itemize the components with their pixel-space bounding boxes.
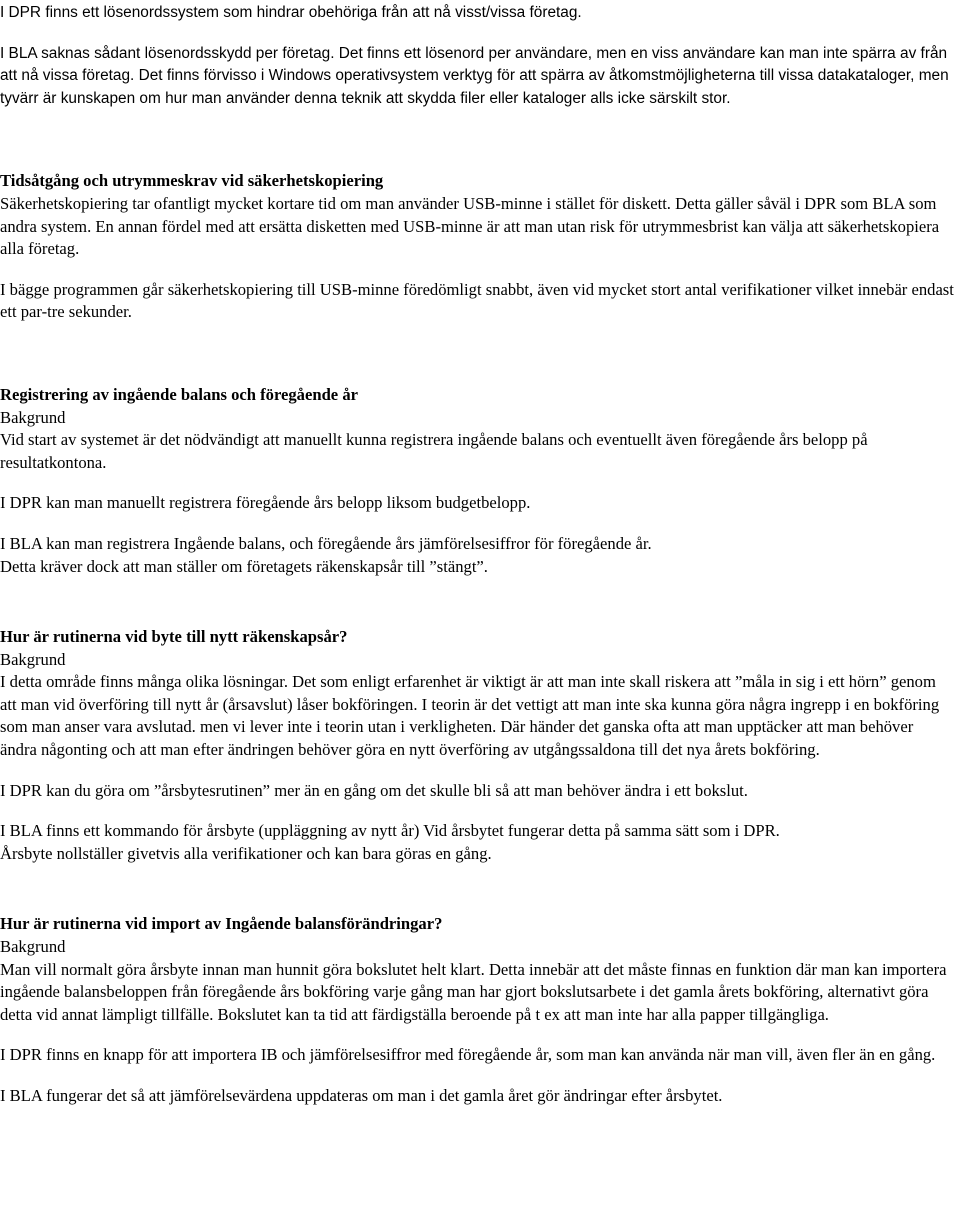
import-paragraph-1: Man vill normalt göra årsbyte innan man hunnit göra bokslutet helt klart. Detta innebär att det måste finnas en funktion där man kan importera ingående balansbeloppen från föregående års bokföring varje gång man har gjort bokslutsarbete i det gamla årets bokföring, alternativt göra detta vid annat lämpligt tillfälle. Bokslutet kan ta tid att färdigställa beroende på t ex att man inte har alla papper tillgängliga. [0,959,947,1024]
section-subheading-bakgrund: Bakgrund [0,407,66,427]
year-end-paragraph-2: I DPR kan du göra om ”årsbytesrutinen” mer än en gång om det skulle bli så att man behöver ändra i ett bokslut. [0,780,748,800]
backup-paragraph-2: I bägge programmen går säkerhetskopiering till USB-minne föredömligt snabbt, även vid mycket stort antal verifikationer vilket innebär endast ett par-tre sekunder. [0,279,954,322]
intro-paragraph-bla [0,43,954,111]
spacer [0,865,954,913]
spacer [0,1067,954,1085]
spacer [0,110,954,170]
spacer [0,515,954,533]
intro-paragraph-dpr: I DPR finns ett lösenordssystem som hindrar obehöriga från att nå visst/vissa företag. [0,4,582,21]
spacer [0,762,954,780]
section-heading-import: Hur är rutinerna vid import av Ingående balansförändringar? [0,914,443,934]
year-end-paragraph-3-line-1: I BLA finns ett kommando för årsbyte (uppläggning av nytt år) Vid årsbytet fungerar detta på samma sätt som i DPR. [0,821,780,841]
opening-paragraph-3-line-2: Detta kräver dock att man ställer om företagets räkenskapsår till ”stängt”. [0,556,488,576]
opening-paragraph-3-line-1: I BLA kan man registrera Ingående balans, och föregående års jämförelsesiffror för föregående år. [0,533,652,553]
spacer [0,324,954,384]
year-end-paragraph-1: I detta område finns många olika lösningar. Det som enligt erfarenhet är viktigt är att man inte skall riskera att ”måla in sig i ett hörn” genom att man vid överföring till nytt år (årsavslut) låser bokföringen. I teorin är det vettigt att man inte ska kunna göra några ingrepp i en bokföring som man anser vara avslutad. men vi lever inte i teorin utan i verkligheten. Där händer det ganska ofta att man upptäcker att man behöver ändra någonting och att man efter ändringen behöver göra en nytt överföring av utgångssaldona till det nya årets bokföring. [0,672,940,760]
year-end-paragraph-3-line-2: Årsbyte nollställer givetvis alla verifikationer och kan bara göras en gång. [0,843,492,863]
spacer [0,25,954,43]
spacer [0,578,954,626]
opening-paragraph-2: I DPR kan man manuellt registrera föregående års belopp liksom budgetbelopp. [0,493,531,513]
section-heading-opening-balance: Registrering av ingående balans och föregående år [0,384,358,404]
section-subheading-bakgrund: Bakgrund [0,937,66,957]
opening-paragraph-1: Vid start av systemet är det nödvändigt att manuellt kunna registrera ingående balans och eventuellt även föregående års belopp på resultatkontona. [0,430,868,472]
import-paragraph-2: I DPR finns en knapp för att importera IB och jämförelsesiffror med föregående år, som man kan använda när man vill, även fler än en gång. [0,1045,936,1065]
section-subheading-bakgrund: Bakgrund [0,649,66,669]
section-heading-backup: Tidsåtgång och utrymmeskrav vid säkerhetskopiering [0,171,384,191]
spacer [0,802,954,820]
backup-paragraph-1: Säkerhetskopiering tar ofantligt mycket kortare tid om man använder USB-minne i stället för diskett. Detta gäller såväl i DPR som BLA som andra system. En annan fördel med att ersätta disketten med USB-minne är att man utan risk för utrymmesbrist kan välja att säkerhetskopiera alla företag. [0,193,940,259]
spacer [0,1026,954,1044]
year-end-paragraph-3 [0,820,954,865]
intro-text-bla-b: Det finns förvisso i Windows operativsystem verktyg för att spärra av åtkomstmöjligheterna till vissa datakataloger, men tyvärr är kunskapen om hur man använder denna teknik att skydda filer eller kataloger alls icke särskilt stor. [0,67,949,107]
section-heading-year-end: Hur är rutinerna vid byte till nytt räkenskapsår? [0,627,348,647]
intro-text-bla-a: I BLA saknas sådant lösenordsskydd per företag. Det finns ett lösenord per användare, men en viss användare kan man inte spärra av från att nå vissa företag. [0,44,948,85]
import-paragraph-3: I BLA fungerar det så att jämförelsevärdena uppdateras om man i det gamla året gör ändringar efter årsbytet. [0,1086,723,1105]
spacer [0,474,954,492]
opening-paragraph-3 [0,533,954,578]
spacer [0,261,954,279]
